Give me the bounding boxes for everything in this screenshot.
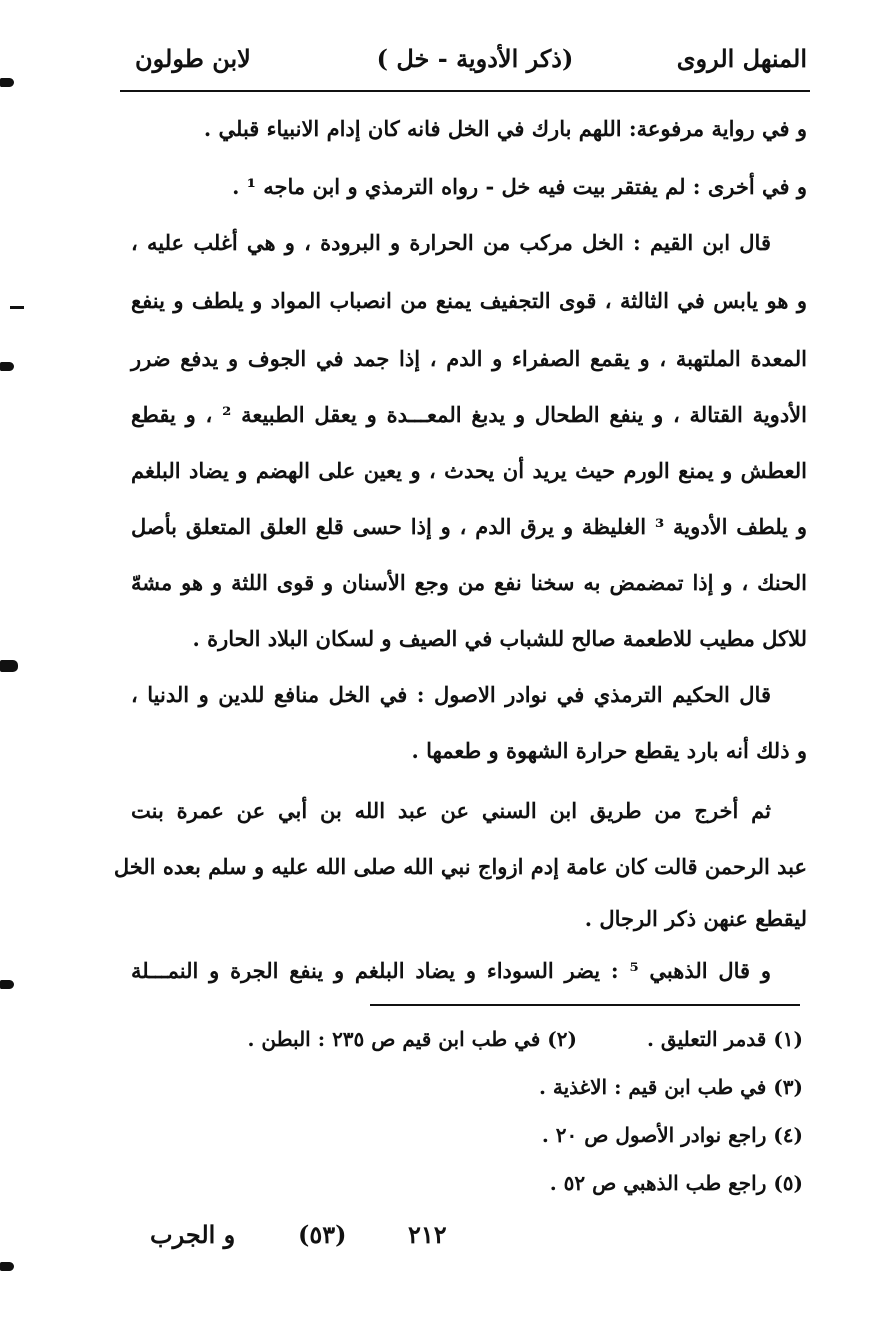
body-line-5: المعدة الملتهبة ، و يقمع الصفراء و الدم ، إذا جمد في الجوف و يدفع ضرر [131,346,807,371]
body-line-9: الحنك ، و إذا تمضمض به سخنا نفع من وجع الأسنان و قوى اللثة و هو مشهّ [131,570,807,595]
scan-mark [0,1262,14,1271]
body-line-4: و هو يابس في الثالثة ، قوى التجفيف يمنع من انصباب المواد و يلطف و ينفع [131,288,807,313]
body-line-2: و في أخرى : لم يفتقر بيت فيه خل - رواه الترمذي و ابن ماجه ¹ . [232,174,807,199]
header-section-title: (ذكر الأدوية - خل ) [376,44,574,73]
footnote-3: (٣) في طب ابن قيم : الاغذية . [538,1075,803,1099]
scan-mark [0,660,18,672]
header-author: لابن طولون [135,44,251,73]
catchword: و الجرب [150,1220,236,1249]
body-line-3: قال ابن القيم : الخل مركب من الحرارة و البرودة ، و هي أغلب عليه ، [131,230,771,255]
body-line-6: الأدوية القتالة ، و ينفع الطحال و يدبغ المعـــدة و يعقل الطبيعة ² ، و يقطع [131,402,807,427]
body-line-13: ثم أخرج من طريق ابن السني عن عبد الله بن أبي عن عمرة بنت [131,798,771,823]
header-book-title: المنهل الروى [676,44,807,73]
page-number: ٢١٢ [408,1220,447,1249]
footnote-1: (١) قدمر التعليق . [646,1027,803,1051]
footnote-4: (٤) راجع نوادر الأصول ص ٢٠ . [541,1123,803,1147]
scan-mark [10,306,24,309]
body-line-8: و يلطف الأدوية ³ الغليظة و يرق الدم ، و إذا حسى قلع العلق المتعلق بأصل [131,514,808,539]
body-line-11: قال الحكيم الترمذي في نوادر الاصول : في الخل منافع للدين و الدنيا ، [131,682,771,707]
body-line-12: و ذلك أنه بارد يقطع حرارة الشهوة و طعمها . [411,738,807,763]
footnote-5: (٥) راجع طب الذهبي ص ٥٢ . [549,1171,803,1195]
body-line-10: للاكل مطيب للاطعمة صالح للشباب في الصيف و لسكان البلاد الحارة . [192,626,807,651]
body-line-14: عبد الرحمن قالت كان عامة إدم ازواج نبي الله صلى الله عليه و سلم بعده الخل [113,854,807,879]
footnote-2: (٢) في طب ابن قيم ص ٢٣٥ : البطن . [247,1027,577,1051]
scan-mark [0,980,14,989]
body-line-15: ليقطع عنهن ذكر الرجال . [584,906,807,931]
footnote-rule [370,1004,800,1006]
body-line-1: و في رواية مرفوعة: اللهم بارك في الخل فانه كان إدام الانبياء قبلي . [203,116,807,141]
scan-mark [0,362,14,371]
body-line-7: العطش و يمنع الورم حيث يريد أن يحدث ، و يعين على الهضم و يضاد البلغم [131,458,807,483]
signature-mark: (٥٣) [298,1220,347,1249]
scan-mark [0,78,14,87]
header-rule [120,90,810,92]
body-line-16: و قال الذهبي ⁵ : يضر السوداء و يضاد البلغم و ينفع الجرة و النمـــلة [131,958,771,983]
footnote-line-1 [248,1024,804,1054]
